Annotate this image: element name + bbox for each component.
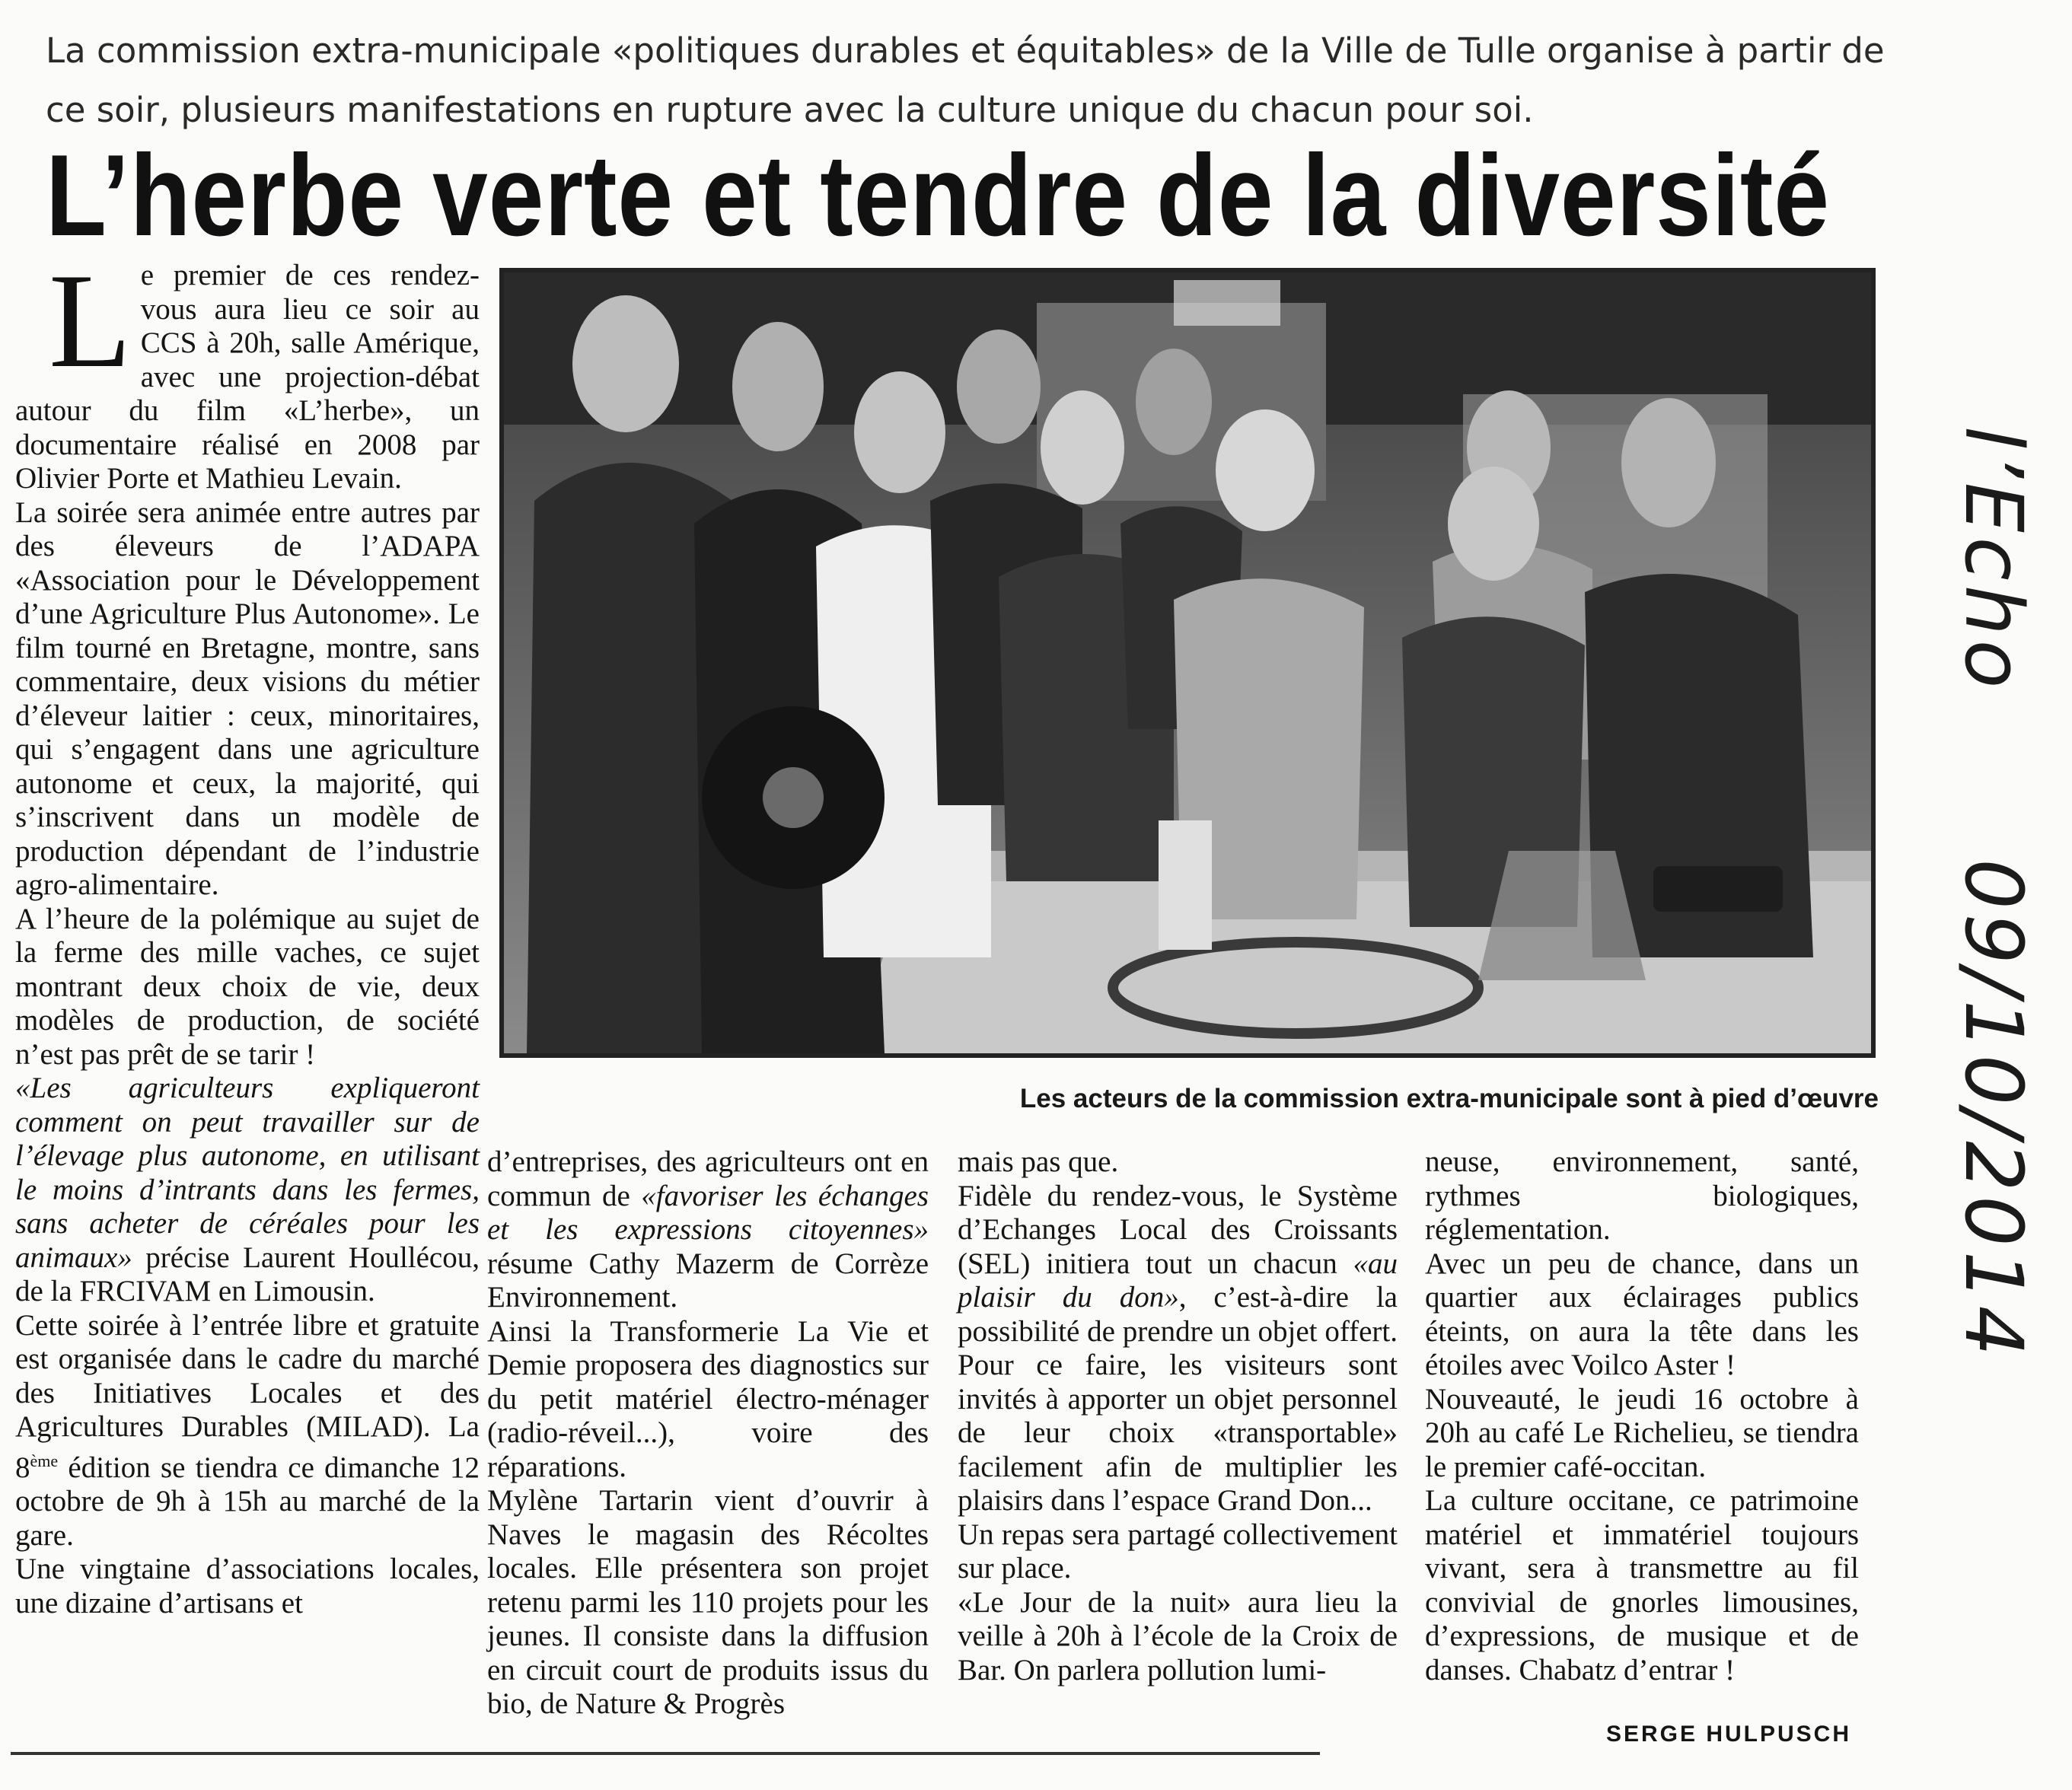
paragraph-2: Avec un peu de chance, dans un quartier aux éclairages publics éteints, on aura la tête dans les étoiles avec Voilco Aster ! (1425, 1247, 1859, 1381)
article-column-3 (958, 1145, 1398, 1687)
paragraph-3: A l’heure de la polémique au sujet de la ferme des mille vaches, ce sujet montrant deux choix de vie, deux modèles de production, de société n’est pas prêt de se tarir ! (15, 902, 480, 1071)
article-chapo: La commission extra-municipale «politiques durables et équitables» de la Ville de Tulle organise à partir de ce soir, plusieurs manifestations en rupture avec la culture unique du chacun pour soi. (46, 30, 1885, 130)
paragraph-6: Une vingtaine d’associations locales, une dizaine d’artisans et (15, 1553, 480, 1620)
photo-caption: Les acteurs de la commission extra-municipale sont à pied d’œuvre (1019, 1084, 1879, 1113)
quote: «Les agriculteurs expliqueront comment on peut travailler sur de l’élevage plus autonome, en utilisant le moins d’intrants dans les fermes, sans acheter de céréales pour les animaux» (15, 1072, 480, 1274)
group-photo-illustration (504, 272, 1871, 1053)
article-column-4 (1425, 1145, 1859, 1687)
paragraph-4: «Le Jour de la nuit» aura lieu la veille à 20h à l’école de la Croix de Bar. On parlera pollution lumi- (958, 1585, 1398, 1686)
article-title: L’herbe verte et tendre de la diversité (46, 131, 1830, 260)
paragraph-4: La culture occitane, ce patrimoine matériel et immatériel toujours vivant, sera à transmettre au fil convivial de gnorles limousines, d’expressions, de musique et de danses. Chabatz d’entrar ! (1425, 1484, 1859, 1686)
paragraph-3: Un repas sera partagé collectivement sur place. (958, 1518, 1398, 1585)
paragraph-4: «Les agriculteurs expliqueront comment on peut travailler sur de l’élevage plus autonome, en utilisant le moins d’intrants dans les fermes, sans acheter de céréales pour les animaux» précise Laurent Houllécou, de la FRCIVAM en Limousin. (15, 1072, 480, 1307)
paragraph-2: La soirée sera animée entre autres par des éleveurs de l’ADAPA «Association pour le Développement d’une Agriculture Plus Autonome». Le film tourné en Bretagne, montre, sans commentaire, deux visions du métier d’éleveur laitier : ceux, minoritaires, qui s’engagent dans une agriculture autonome et ceux, la majorité, qui s’inscrivent dans un modèle de production dépendant de l’industrie agro-alimentaire. (15, 495, 480, 901)
paragraph-2: Ainsi la Transformerie La Vie et Demie proposera des diagnostics sur du petit matériel électro-ménager (radio-réveil...), voire des réparations. (487, 1314, 929, 1483)
superscript: ème (30, 1451, 59, 1470)
quote: «favoriser les échanges et les expressions citoyennes» (487, 1179, 929, 1246)
drop-cap: L (49, 245, 132, 396)
handwritten-note (1947, 426, 2040, 1361)
quote: «au plaisir du don» (958, 1247, 1398, 1314)
handwritten-source: l’Echo (1947, 426, 2040, 693)
author-signature: SERGE HULPUSCH (1605, 1722, 1851, 1747)
paragraph-2: Fidèle du rendez-vous, le Système d’Echanges Local des Croissants (SEL) initiera tout un chacun «au plaisir du don», c’est-à-dire la possibilité de prendre un objet offert. Pour ce faire, les visiteurs sont invités à apporter un objet personnel de leur choix «transportable» facilement afin de multiplier les plaisirs dans l’espace Grand Don... (958, 1179, 1398, 1517)
paragraph-1: d’entreprises, des agriculteurs ont en commun de «favoriser les échanges et les expressions citoyennes» résume Cathy Mazerm de Corrèze Environnement. (487, 1145, 929, 1314)
paragraph-1: neuse, environnement, santé, rythmes biologiques, réglementation. (1425, 1145, 1859, 1246)
paragraph-3: Nouveauté, le jeudi 16 octobre à 20h au café Le Richelieu, se tiendra le premier café-occitan. (1425, 1382, 1859, 1483)
paragraph-5: Cette soirée à l’entrée libre et gratuite est organisée dans le cadre du marché des Initiatives Locales et des Agricultures Durables (MILAD). La 8ème édition se tiendra ce dimanche 12 octobre de 9h à 15h au marché de la gare. (15, 1308, 480, 1552)
handwritten-date: 09/10/2014 (1947, 858, 2040, 1361)
paragraph-1: mais pas que. (958, 1145, 1119, 1178)
article-photo (499, 268, 1876, 1058)
article-column-1 (15, 245, 480, 1728)
paragraph-1: Le premier de ces rendez-vous aura lieu ce soir au CCS à 20h, salle Amérique, avec une projection-débat autour du film «L’herbe», un documentaire réalisé en 2008 par Olivier Porte et Mathieu Levain. (15, 245, 480, 495)
paragraph-3: Mylène Tartarin vient d’ouvrir à Naves le magasin des Récoltes locales. Elle présentera son projet retenu parmi les 110 projets pour les jeunes. Il consiste dans la diffusion en circuit court de produits issus du bio, de Nature & Progrès (487, 1484, 929, 1720)
article-column-2 (487, 1145, 929, 1722)
bottom-rule (11, 1752, 1320, 1755)
